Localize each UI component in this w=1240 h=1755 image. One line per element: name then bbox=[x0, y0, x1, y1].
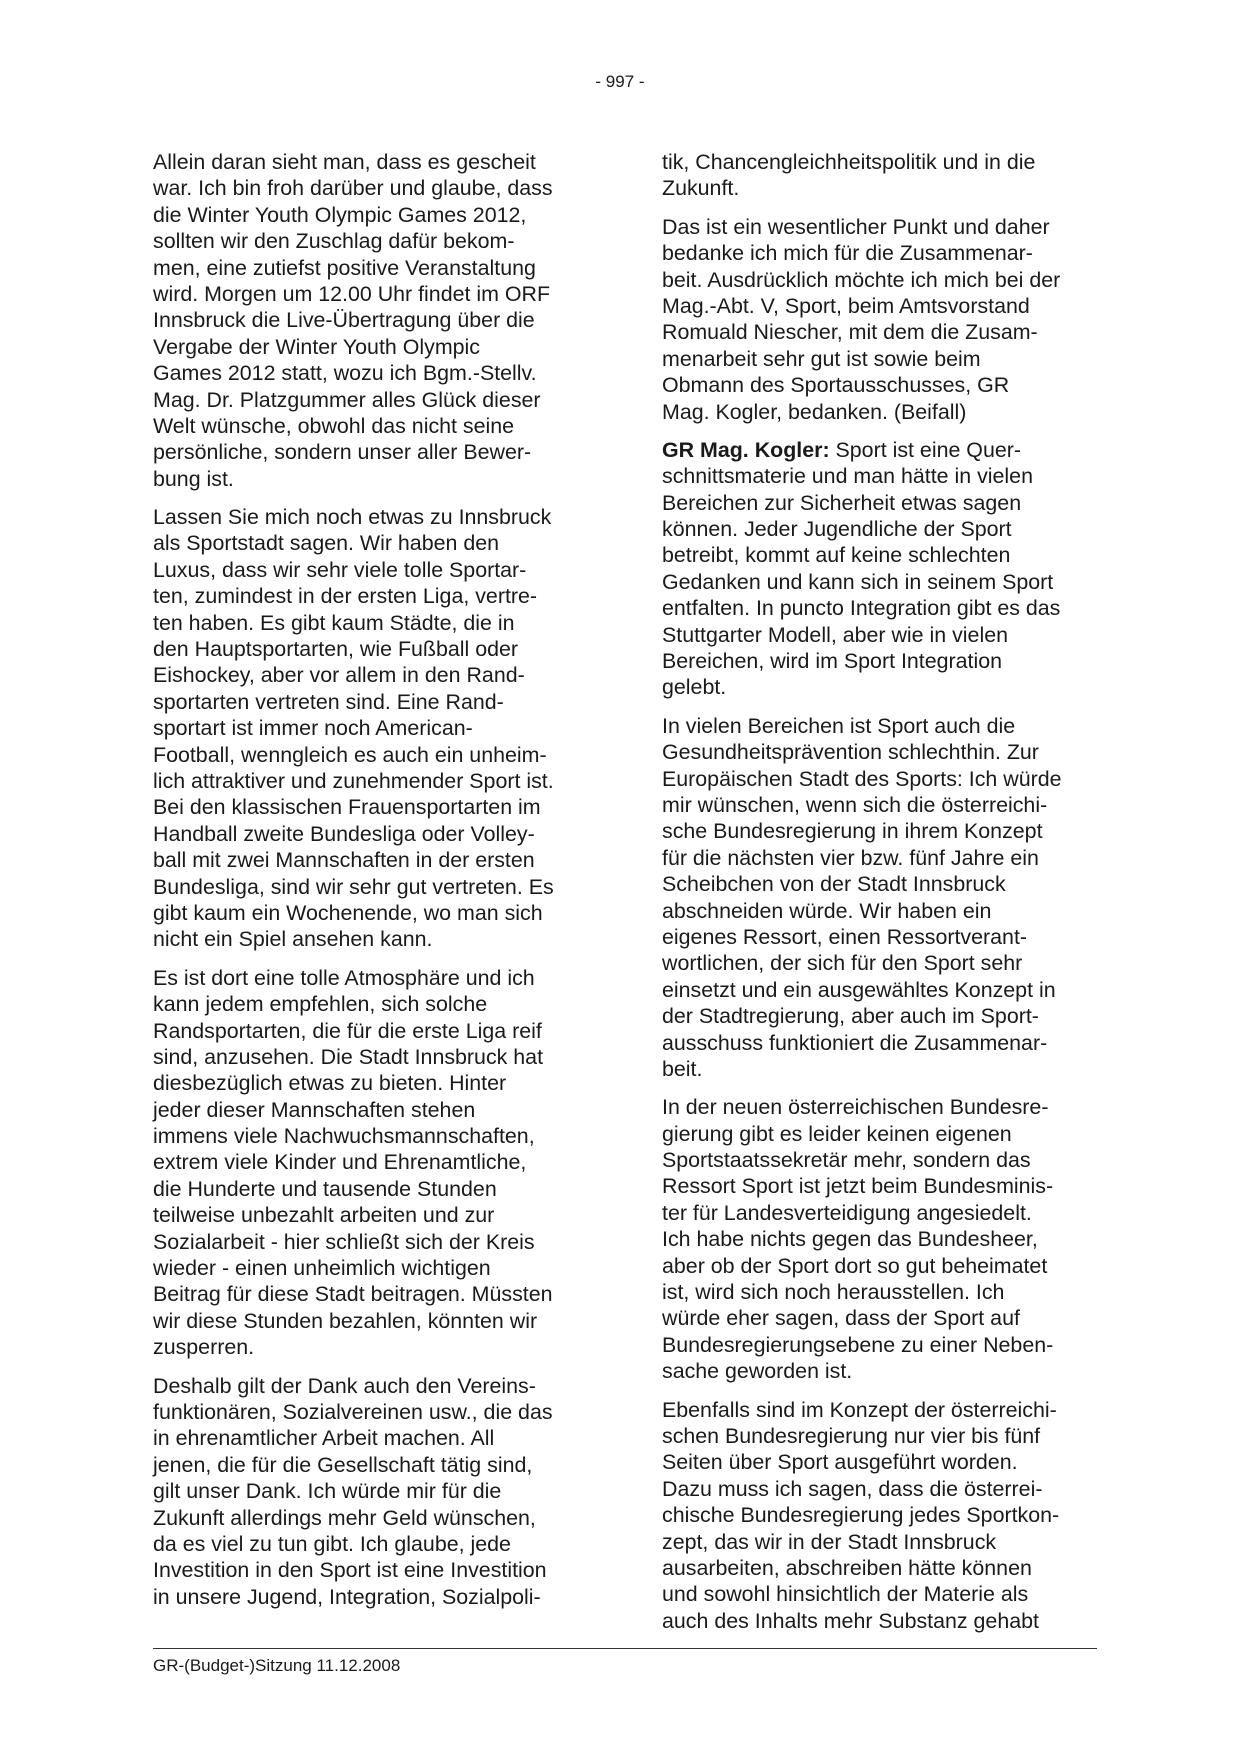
text-line: Gesundheitsprävention schlechthin. Zur bbox=[662, 740, 1039, 765]
text-line: beit. bbox=[662, 1056, 703, 1081]
text-line: Lassen Sie mich noch etwas zu Innsbruck bbox=[153, 505, 552, 530]
text-line: sollten wir den Zuschlag dafür bekom- bbox=[153, 229, 515, 254]
text-line: da es viel zu tun gibt. Ich glaube, jede bbox=[153, 1531, 511, 1556]
text-line: wortlichen, der sich für den Sport sehr bbox=[662, 951, 1023, 976]
text-line: zept, das wir in der Stadt Innsbruck bbox=[662, 1529, 997, 1554]
text-line: Mag. Dr. Platzgummer alles Glück dieser bbox=[153, 387, 541, 412]
text-line: tik, Chancengleichheitspolitik und in die bbox=[662, 150, 1036, 174]
text-line: Bereichen, wird im Sport Integration bbox=[662, 649, 1003, 674]
text-line: lich attraktiver und zunehmender Sport ist. bbox=[153, 768, 554, 793]
text-line: Obmann des Sportausschusses, GR bbox=[662, 373, 1010, 398]
text-line: ter für Landesverteidigung angesiedelt. bbox=[662, 1200, 1032, 1225]
text-line: Das ist ein wesentlicher Punkt und daher bbox=[662, 214, 1050, 239]
text-line: ist, wird sich noch herausstellen. Ich bbox=[662, 1280, 1005, 1305]
text-line: gierung gibt es leider keinen eigenen bbox=[662, 1121, 1012, 1146]
paragraph bbox=[662, 214, 1098, 425]
text-line bbox=[662, 437, 1098, 463]
text-line: menarbeit sehr gut ist sowie beim bbox=[662, 346, 981, 371]
text-line: In der neuen österreichischen Bundesre- bbox=[662, 1095, 1049, 1120]
speech-text: Sport ist eine Quer- bbox=[829, 437, 1021, 462]
text-line: zusperren. bbox=[153, 1335, 255, 1360]
text-line: Zukunft. bbox=[662, 176, 740, 201]
paragraph bbox=[662, 1397, 1098, 1635]
left-column bbox=[153, 149, 589, 1622]
footer-divider bbox=[153, 1648, 1097, 1649]
page-number: - 997 - bbox=[595, 72, 645, 91]
text-line: schen Bundesregierung nur vier bis fünf bbox=[662, 1423, 1041, 1448]
text-line: der Stadtregierung, aber auch im Sport- bbox=[662, 1004, 1039, 1029]
text-line: Bereichen zur Sicherheit etwas sagen bbox=[662, 490, 1022, 515]
text-line: die Winter Youth Olympic Games 2012, bbox=[153, 202, 527, 227]
text-line: Bundesregierungsebene zu einer Neben- bbox=[662, 1332, 1054, 1357]
text-line: ten haben. Es gibt kaum Städte, die in bbox=[153, 610, 515, 635]
text-line: funktionären, Sozialvereinen usw., die das bbox=[153, 1399, 553, 1424]
text-line: ausschuss funktioniert die Zusammenar- bbox=[662, 1030, 1048, 1055]
text-line: Sportstaatssekretär mehr, sondern das bbox=[662, 1148, 1031, 1173]
text-line: den Hauptsportarten, wie Fußball oder bbox=[153, 637, 519, 662]
text-line: Luxus, dass wir sehr viele tolle Sportar- bbox=[153, 557, 527, 582]
text-line: die Hunderte und tausende Stunden bbox=[153, 1176, 497, 1201]
text-line: In vielen Bereichen ist Sport auch die bbox=[662, 713, 1016, 738]
text-line: sche Bundesregierung in ihrem Konzept bbox=[662, 819, 1043, 844]
text-line: jeder dieser Mannschaften stehen bbox=[153, 1097, 476, 1122]
text-line: Welt wünsche, obwohl das nicht seine bbox=[153, 413, 515, 438]
text-line: Deshalb gilt der Dank auch den Vereins- bbox=[153, 1373, 536, 1398]
text-line: sportarten vertreten sind. Eine Rand- bbox=[153, 689, 504, 714]
text-line: war. Ich bin froh darüber und glaube, dass bbox=[153, 176, 553, 201]
paragraph bbox=[153, 1373, 589, 1611]
text-line: auch des Inhalts mehr Substanz gehabt bbox=[662, 1608, 1039, 1633]
text-line: nicht ein Spiel ansehen kann. bbox=[153, 927, 433, 952]
text-line: können. Jeder Jugendliche der Sport bbox=[662, 517, 1012, 542]
text-line: Europäischen Stadt des Sports: Ich würde bbox=[662, 766, 1062, 791]
text-line: ausarbeiten, abschreiben hätte können bbox=[662, 1555, 1032, 1580]
text-line: Scheibchen von der Stadt Innsbruck bbox=[662, 872, 1006, 897]
text-line: kann jedem empfehlen, sich solche bbox=[153, 992, 488, 1017]
text-line: Bei den klassischen Frauensportarten im bbox=[153, 795, 541, 820]
text-line: Sozialarbeit - hier schließt sich der Kreis bbox=[153, 1229, 535, 1254]
text-line: bedanke ich mich für die Zusammenar- bbox=[662, 241, 1033, 266]
text-line: würde eher sagen, dass der Sport auf bbox=[662, 1306, 1020, 1331]
text-line: und sowohl hinsichtlich der Materie als bbox=[662, 1582, 1029, 1607]
text-line: Investition in den Sport ist eine Investition bbox=[153, 1558, 547, 1583]
text-line: Mag. Kogler, bedanken. (Beifall) bbox=[662, 399, 967, 424]
text-line: für die nächsten vier bzw. fünf Jahre ein bbox=[662, 845, 1039, 870]
text-line: Randsportarten, die für die erste Liga reif bbox=[153, 1018, 542, 1043]
text-line: in unsere Jugend, Integration, Sozialpoli- bbox=[153, 1584, 541, 1609]
text-line: wird. Morgen um 12.00 Uhr findet im ORF bbox=[153, 281, 551, 306]
text-line: sportart ist immer noch American- bbox=[153, 716, 473, 741]
speaker-name: GR Mag. Kogler: bbox=[662, 437, 830, 462]
paragraph bbox=[662, 713, 1098, 1082]
text-line: teilweise unbezahlt arbeiten und zur bbox=[153, 1203, 495, 1228]
text-line: ball mit zwei Mannschaften in der ersten bbox=[153, 848, 535, 873]
text-line: schnittsmaterie und man hätte in vielen bbox=[662, 464, 1033, 489]
text-line: ten, zumindest in der ersten Liga, vertre- bbox=[153, 584, 538, 609]
text-line: sind, anzusehen. Die Stadt Innsbruck hat bbox=[153, 1044, 544, 1069]
text-line: Bundesliga, sind wir sehr gut vertreten. Es bbox=[153, 874, 554, 899]
text-line: persönliche, sondern unser aller Bewer- bbox=[153, 440, 532, 465]
text-line: einsetzt und ein ausgewähltes Konzept in bbox=[662, 977, 1056, 1002]
paragraph bbox=[153, 504, 589, 953]
text-line: Innsbruck die Live-Übertragung über die bbox=[153, 308, 535, 333]
text-line: beit. Ausdrücklich möchte ich mich bei der bbox=[662, 267, 1061, 292]
text-line: bung ist. bbox=[153, 466, 234, 491]
text-line: wir diese Stunden bezahlen, könnten wir bbox=[153, 1308, 538, 1333]
text-line: Handball zweite Bundesliga oder Volley- bbox=[153, 821, 535, 846]
text-line: wieder - einen unheimlich wichtigen bbox=[153, 1256, 491, 1281]
text-line: Eishockey, aber vor allem in den Rand- bbox=[153, 663, 525, 688]
text-line: jenen, die für die Gesellschaft tätig sind, bbox=[153, 1452, 533, 1477]
text-line: mir wünschen, wenn sich die österreichi- bbox=[662, 792, 1048, 817]
text-line: gilt unser Dank. Ich würde mir für die bbox=[153, 1479, 502, 1504]
text-line: aber ob der Sport dort so gut beheimatet bbox=[662, 1253, 1048, 1278]
footer-session-label: GR-(Budget-)Sitzung 11.12.2008 bbox=[153, 1656, 401, 1675]
text-line: Vergabe der Winter Youth Olympic bbox=[153, 334, 480, 359]
paragraph bbox=[662, 437, 1098, 701]
text-line: chische Bundesregierung jedes Sportkon- bbox=[662, 1503, 1060, 1528]
paragraph bbox=[662, 1094, 1098, 1384]
text-line: Ich habe nichts gegen das Bundesheer, bbox=[662, 1227, 1038, 1252]
text-line: sache geworden ist. bbox=[662, 1359, 853, 1384]
text-line: Seiten über Sport ausgeführt worden. bbox=[662, 1450, 1018, 1475]
text-line: Games 2012 statt, wozu ich Bgm.-Stellv. bbox=[153, 361, 537, 386]
text-line: Gedanken und kann sich in seinem Sport bbox=[662, 569, 1054, 594]
text-line: Ebenfalls sind im Konzept der österreichi- bbox=[662, 1397, 1057, 1422]
right-column bbox=[662, 149, 1098, 1646]
text-line: betreibt, kommt auf keine schlechten bbox=[662, 543, 1011, 568]
text-line: Football, wenngleich es auch ein unheim- bbox=[153, 742, 547, 767]
text-line: in ehrenamtlicher Arbeit machen. All bbox=[153, 1426, 495, 1451]
text-line: Ressort Sport ist jetzt beim Bundesminis- bbox=[662, 1174, 1054, 1199]
text-line: Beitrag für diese Stadt beitragen. Müssten bbox=[153, 1282, 553, 1307]
text-line: entfalten. In puncto Integration gibt es das bbox=[662, 596, 1061, 621]
text-line: Mag.-Abt. V, Sport, beim Amtsvorstand bbox=[662, 293, 1030, 318]
text-line: als Sportstadt sagen. Wir haben den bbox=[153, 531, 500, 556]
text-line: diesbezüglich etwas zu bieten. Hinter bbox=[153, 1071, 507, 1096]
text-line: gelebt. bbox=[662, 675, 727, 700]
text-line: Dazu muss ich sagen, dass die österrei- bbox=[662, 1476, 1043, 1501]
text-line: gibt kaum ein Wochenende, wo man sich bbox=[153, 900, 543, 925]
text-line: Allein daran sieht man, dass es gescheit bbox=[153, 150, 536, 174]
text-line: men, eine zutiefst positive Veranstaltung bbox=[153, 255, 536, 280]
text-line: Stuttgarter Modell, aber wie in vielen bbox=[662, 622, 1008, 647]
text-line: Zukunft allerdings mehr Geld wünschen, bbox=[153, 1505, 536, 1530]
paragraph bbox=[662, 149, 1098, 202]
text-line: Es ist dort eine tolle Atmosphäre und ich bbox=[153, 965, 535, 990]
paragraph bbox=[153, 149, 589, 492]
text-line: immens viele Nachwuchsmannschaften, bbox=[153, 1124, 535, 1149]
paragraph bbox=[153, 965, 589, 1361]
text-line: abschneiden würde. Wir haben ein bbox=[662, 898, 992, 923]
text-line: eigenes Ressort, einen Ressortverant- bbox=[662, 924, 1028, 949]
text-line: extrem viele Kinder und Ehrenamtliche, bbox=[153, 1150, 527, 1175]
text-line: Romuald Niescher, mit dem die Zusam- bbox=[662, 320, 1038, 345]
